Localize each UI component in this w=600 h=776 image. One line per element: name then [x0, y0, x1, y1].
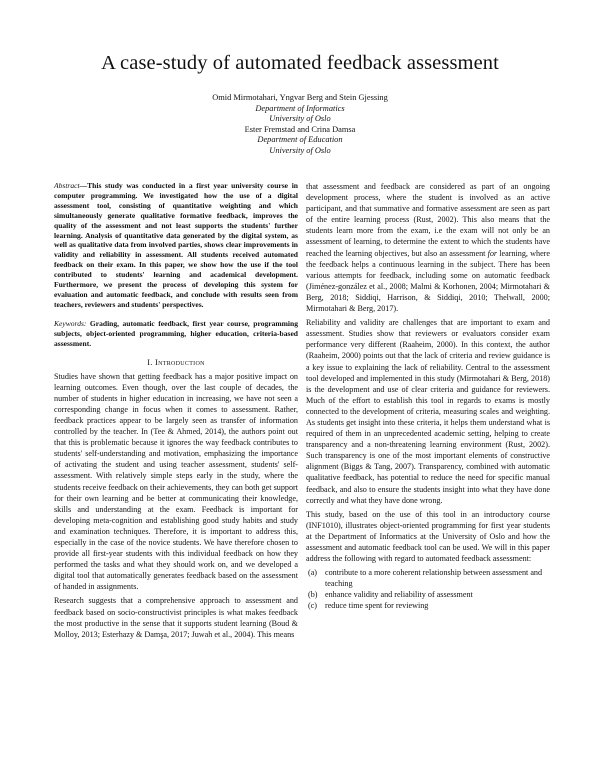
- list-marker: (b): [308, 590, 318, 600]
- list-marker: (a): [308, 568, 318, 578]
- affiliation-2-department: Department of Education: [257, 135, 343, 145]
- affiliation-1-department: Department of Informatics: [255, 103, 345, 113]
- section-title: Introduction: [155, 357, 205, 367]
- objectives-list: [306, 567, 550, 611]
- author-block: [0, 93, 600, 157]
- list-item-text: enhance validity and reliability of assessment: [325, 590, 473, 600]
- abstract-label: Abstract: [54, 181, 80, 190]
- keywords-text: Grading, automatic feedback, first year course, programming subjects, object-oriented programming, higher education, criteria-based assessment.: [54, 318, 298, 348]
- right-paragraph-1-emphasis: for: [487, 248, 498, 258]
- keywords: [54, 319, 298, 349]
- right-paragraph-1-part-a: that assessment and feedback are considered as part of an ongoing development process, where the student is involved as an active participant, and that summative and formative assessment are seen as part of the entire learning process (Rust, 2002). This also means that the students learn more from the exam, i.e the exam will not only be an assessment of learning, to determine the extent to which the students have reached the learning objectives, but also an assessment: [306, 182, 550, 258]
- keywords-label: Keywords:: [54, 318, 87, 328]
- paper-title: A case-study of automated feedback assessment: [101, 52, 499, 74]
- intro-paragraph-2: Research suggests that a comprehensive approach to assessment and feedback based on socio-constructivist principles is what makes feedback the most productive in the sense that it supports student learning (Boud & Molloy, 2013; Esterhazy & Damşa, 2017; Juwah et al., 2004). This means: [54, 596, 298, 639]
- left-column: [54, 181, 298, 640]
- list-marker: (c): [308, 601, 318, 611]
- abstract-text: —This study was conducted in a first year university course in computer programming. We investigated how the use of a digital assessment tool, consisting of quantitative weighting and which simultaneously generate qualitative formative feedback, improves the quality of the assessment and not least supports the students' further learning. Analysis of quantitative data generated by the digital system, as well as qualitative data from involved parties, shows clear improvements in validity and reliability in assessment. All students received automated feedback on their exam. In this paper, we show how the use if the tool contributed to students' learning and academical development. Furthermore, we present the process of developing this system for evaluation and automatic feedback, and conclude with results seen from teachers, reviewers and students' perspectives.: [54, 181, 298, 309]
- authors-line-2: Ester Fremstad and Crina Damsa: [244, 124, 356, 134]
- list-item: [306, 600, 550, 611]
- authors-line-1: Omid Mirmotahari, Yngvar Berg and Stein Gjessing: [212, 93, 388, 102]
- list-item-text: contribute to a more coherent relationship between assessment and teaching: [325, 568, 543, 589]
- section-heading-introduction: [54, 357, 298, 368]
- right-paragraph-2: Reliability and validity are challenges that are important to exam and assessment. Studies show that reviewers or evaluators consider exam performance very different (Raaheim, 2000). In this context, the author (Raaheim, 2000) points out that the lack of criteria and review guidance is a key issue to explaining the lack of reliability. Central to the assessment tool developed and implemented in this study (Mirmotahari & Berg, 2018) is the development and use of clear criteria and guidance for reviewers. Much of the effort to establish this tool in regards to exams is mostly connected to the development of criteria, measuring scales and weighting. As students get insight into these criteria, it helps them understand what is required of them in an unprecedented academic setting, helping to create transparency and a non-threatening learning environment (Rust, 2002). Such transparency is one of the most important elements of constructive alignment (Biggs & Tang, 2007). Transparency, combined with automatic qualitative feedback, has potential to reduce the need for specific manual feedback, and also to ensure the students insight into what they have done correctly and what they have done wrong.: [306, 318, 550, 505]
- right-paragraph-1: [306, 181, 550, 314]
- right-paragraph-1-part-b: learning, where the feedback helps a continuous learning in the subject. There has been various attempts for feedback, including some on automatic feedback (Jiménez-gonzález et al., 2008; Malmi & Korhonen, 2004; Mirmotahari & Berg, 2018; Siddiqi, Harrison, & Siddiqi, 2010; Thelwall, 2000; Mirmotahari & Berg, 2017).: [306, 248, 550, 314]
- right-column: [306, 181, 550, 612]
- affiliation-1-university: University of Oslo: [269, 114, 331, 124]
- intro-paragraph-1: Studies have shown that getting feedback has a major positive impact on learning outcomes. Even though, over the last couple of decades, the number of students in higher education in increasing, we have not seen a corresponding change in focus when it comes to assessment. Rather, feedback practices appear to be largely seen as transfer of information controlled by the teacher. In (Tee & Ahmed, 2014), the authors point out that this is problematic because it ignores the way feedback contributes to students' self-understanding and motivation, emphasizing the importance of activating the student and using teacher assessment, students' self-assessment. With relatively simple steps early in the study, where the students receive feedback on their achievements, they can both get support for their own learning and be better at communicating their knowledge, skills and understanding at the exam. Feedback is important for developing meta-cognition and establishing good study habits and study and examination techniques. Therefore, it is important to address this, especially in the case of the novice students. We have therefore chosen to provide all first-year students with this individual feedback on how they performed the tasks and what they should work on, and we developed a digital tool that automatically generates feedback based on the assessment of handed in assignments.: [54, 371, 298, 592]
- affiliation-2-university: University of Oslo: [269, 145, 331, 155]
- list-item-text: reduce time spent for reviewing: [325, 601, 429, 611]
- section-number: I.: [147, 357, 153, 367]
- abstract: [54, 181, 298, 310]
- list-item: [306, 589, 550, 600]
- right-paragraph-3: This study, based on the use of this tool in an introductory course (INF1010), illustrates object-oriented programming for first year students at the Department of Informatics at the University of Oslo and how the assessment and automatic feedback tool can be used. We will in this paper address the following with regard to automated feedback assessment:: [306, 509, 550, 564]
- list-item: [306, 567, 550, 589]
